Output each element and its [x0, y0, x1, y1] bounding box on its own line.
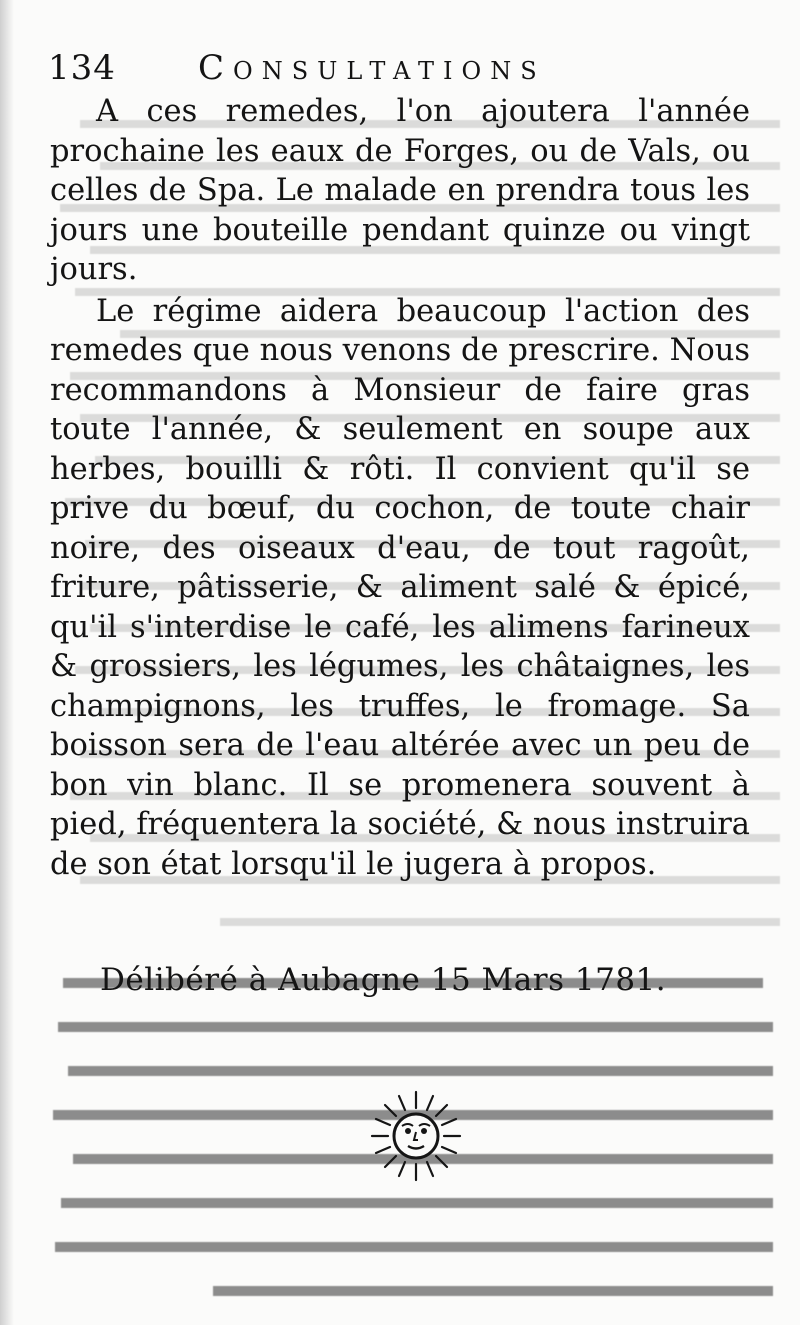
paragraph: Le régime aidera beaucoup l'action des remedes que nous venons de prescrire. Nous recommandons à Monsieur de faire gras toute l'année, & seulement en soupe aux herbes, bouilli & rôti. Il convient qu'il se prive du bœuf, du cochon, de toute chair noire, des oiseaux d'eau, de tout ragoût, friture, pâtisserie, & aliment salé & épicé, qu'il s'interdise le café, les alimens farineux & grossiers, les légumes, les châtaignes, les champignons, les truffes, le fromage. Sa boisson sera de l'eau altérée avec un peu de bon vin blanc. Il se promenera souvent à pied, fréquentera la société, & nous instruira de son état lorsqu'il le jugera à propos. — [50, 293, 750, 882]
page-gutter-shadow — [0, 0, 14, 1325]
running-head: Consultations — [198, 48, 546, 88]
sun-face-ornament-icon — [368, 1088, 464, 1184]
body-text — [50, 92, 750, 884]
signoff-line: Délibéré à Aubagne 15 Mars 1781. — [100, 962, 667, 998]
paragraph: A ces remedes, l'on ajoutera l'année prochaine les eaux de Forges, ou de Vals, ou celles de Spa. Le malade en prendra tous les jours une bouteille pendant quinze ou vingt jours. — [50, 94, 750, 287]
page-number: 134 — [48, 48, 116, 88]
page-header — [48, 44, 748, 92]
